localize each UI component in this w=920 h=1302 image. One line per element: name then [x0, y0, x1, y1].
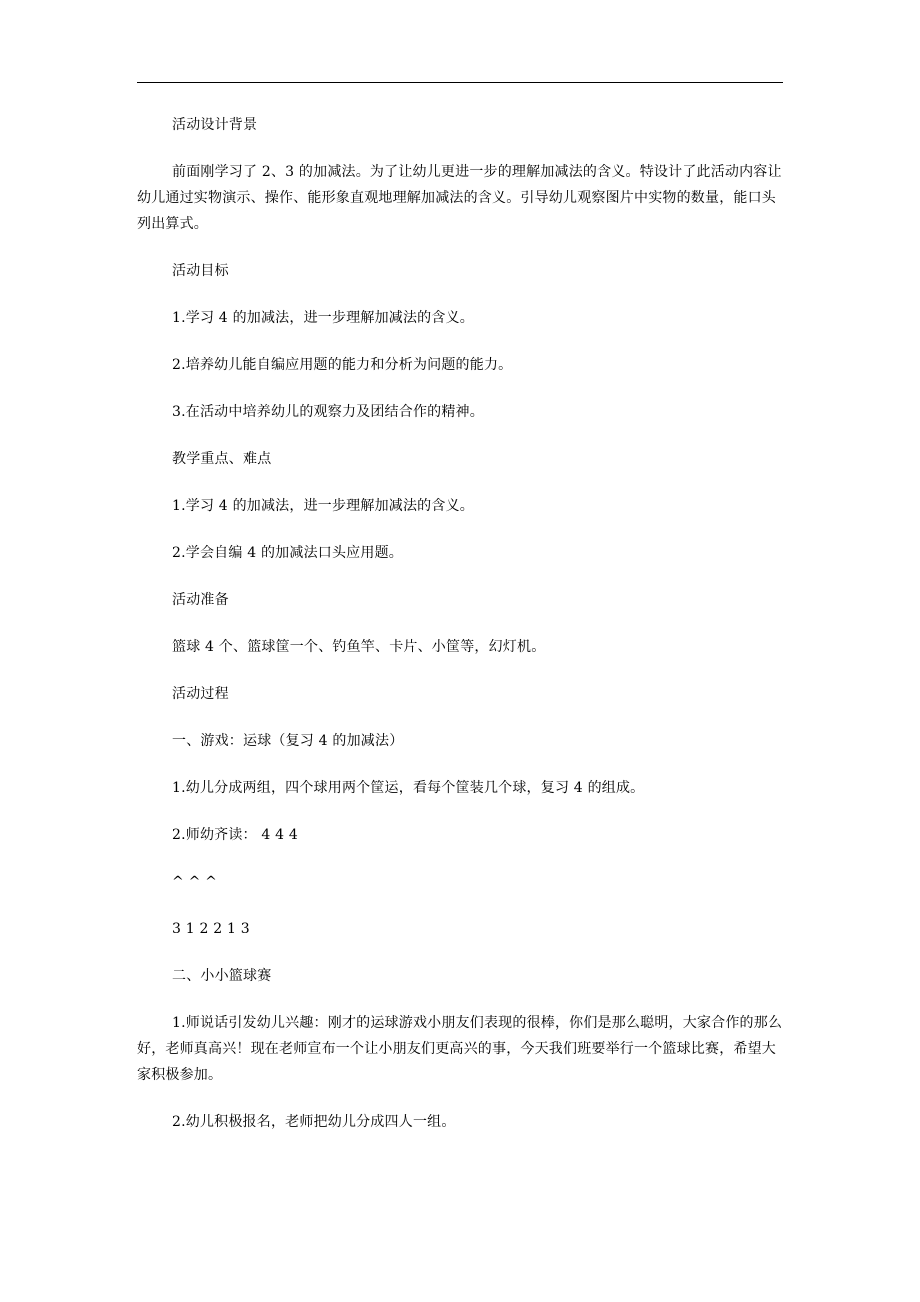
section-heading-background: 活动设计背景 — [172, 117, 258, 133]
section-heading-goals: 活动目标 — [172, 263, 229, 279]
process-item-1-1: 1.幼儿分成两组，四个球用两个筐运，看每个筐装几个球，复习 4 的组成。 — [172, 780, 645, 796]
goal-item-1: 1.学习 4 的加减法，进一步理解加减法的含义。 — [172, 310, 474, 326]
key-point-item-2: 2.学会自编 4 的加减法口头应用题。 — [172, 545, 403, 561]
section-heading-process: 活动过程 — [172, 686, 229, 702]
process-item-2-2: 2.幼儿积极报名，老师把幼儿分成四人一组。 — [172, 1114, 456, 1130]
process-item-2-1: 1.师说话引发幼儿兴趣：刚才的运球游戏小朋友们表现的很棒，你们是那么聪明，大家合作的那么好，老师真高兴！现在老师宣布一个让小朋友们更高兴的事，今天我们班要举行一个篮球比赛，希望大家积极参加。 — [137, 1015, 783, 1083]
section-heading-preparation: 活动准备 — [172, 592, 229, 608]
process-step-heading-2: 二、小小篮球赛 — [172, 968, 272, 984]
goal-item-2: 2.培养幼儿能自编应用题的能力和分析为问题的能力。 — [172, 357, 513, 373]
process-item-1-2: 2.师幼齐读： 4 4 4 — [172, 827, 299, 843]
section-heading-key-points: 教学重点、难点 — [172, 451, 272, 467]
paragraph-background: 前面刚学习了 2、3 的加减法。为了让幼儿更进一步的理解加减法的含义。特设计了此活动内容让幼儿通过实物演示、操作、能形象直观地理解加减法的含义。引导幼儿观察图片中实物的数量，能口头列出算式。 — [137, 164, 782, 232]
composition-marks: ^ ^ ^ — [172, 874, 218, 890]
process-step-heading-1: 一、游戏：运球（复习 4 的加减法） — [172, 733, 404, 749]
composition-numbers: 3 1 2 2 1 3 — [172, 921, 250, 937]
header-rule — [137, 82, 783, 83]
goal-item-3: 3.在活动中培养幼儿的观察力及团结合作的精神。 — [172, 404, 484, 420]
document-body — [137, 112, 783, 1135]
key-point-item-1: 1.学习 4 的加减法，进一步理解加减法的含义。 — [172, 498, 474, 514]
preparation-text: 篮球 4 个、篮球筐一个、钓鱼竿、卡片、小筐等，幻灯机。 — [172, 639, 546, 655]
